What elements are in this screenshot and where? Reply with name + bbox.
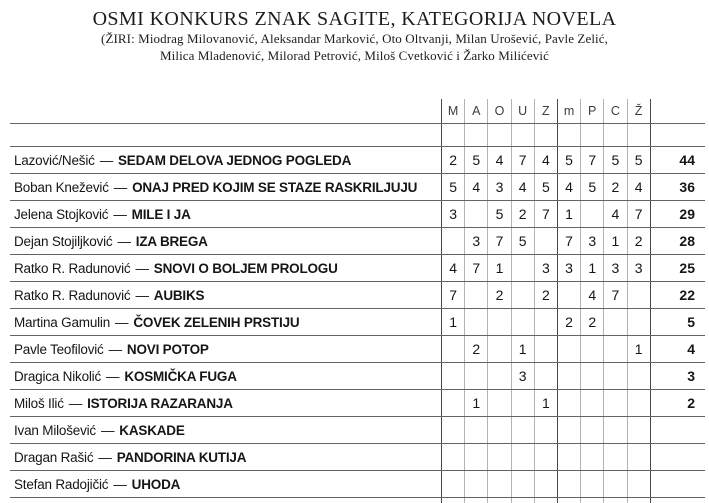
score-cell [534,309,557,335]
total-cell: 5 [650,309,705,335]
dash-separator: — [100,422,115,438]
score-cell [511,444,534,470]
score-cell: 1 [441,309,464,335]
score-cell: 5 [441,174,464,200]
author-name: Ratko R. Radunović [14,287,131,303]
entry-row [10,309,705,336]
score-cell [441,471,464,497]
jury-line-2: Milica Mladenović, Milorad Petrović, Miloš Cvetković i Žarko Milićević [160,47,549,63]
document-header [0,0,709,64]
score-cell: 4 [511,174,534,200]
score-cell: 3 [464,228,487,254]
work-title: KOSMIČKA FUGA [124,368,237,384]
score-cell [603,444,626,470]
score-cell: 5 [580,174,603,200]
score-cell: 2 [580,309,603,335]
entry-row [10,390,705,417]
score-cell [464,282,487,308]
score-cell [534,336,557,362]
score-cell [627,309,650,335]
total-cell: 4 [650,336,705,362]
work-title: IZA BREGA [135,233,208,249]
score-cell [627,417,650,443]
judge-column-header: A [464,99,487,123]
score-cell [557,471,580,497]
score-cell [580,201,603,227]
score-cell [464,417,487,443]
score-cell: 5 [464,147,487,173]
score-cell: 2 [464,336,487,362]
score-cell [487,309,510,335]
work-title: ONAJ PRED KOJIM SE STAZE RASKRILJUJU [132,179,418,195]
score-cell: 1 [487,255,510,281]
score-cell [627,282,650,308]
entry-name-cell [10,309,441,335]
entry-row [10,255,705,282]
judge-column-header: U [511,99,534,123]
total-cell: 3 [650,363,705,389]
dash-separator: — [113,476,127,492]
score-cell: 7 [487,228,510,254]
score-cell: 7 [534,201,557,227]
entry-name-cell [10,255,441,281]
score-cell [464,444,487,470]
entry-row [10,471,705,498]
entry-name-cell [10,228,441,254]
score-cell: 5 [487,201,510,227]
total-cell: 44 [650,147,705,173]
total-cell: 25 [650,255,705,281]
score-cell: 4 [603,201,626,227]
tail-score-cell [511,498,534,503]
author-name: Dragica Nikolić [14,368,102,384]
spacer-score-cell [487,124,510,146]
spacer-score-cell [557,124,580,146]
spacer-total-cell [650,124,705,146]
tail-score-cell [534,498,557,503]
entry-row [10,336,705,363]
score-cell: 7 [580,147,603,173]
total-cell: 22 [650,282,705,308]
score-cell: 7 [557,228,580,254]
score-cell: 2 [627,228,650,254]
dash-separator: — [99,152,113,168]
total-cell: 28 [650,228,705,254]
work-title: UHODA [131,476,181,492]
spacer-score-cell [603,124,626,146]
header-total-spacer [650,99,705,123]
score-cell [603,417,626,443]
score-cell: 1 [627,336,650,362]
score-cell [627,363,650,389]
table-tail-row [10,498,705,503]
score-cell [557,444,580,470]
spacer-score-cell [534,124,557,146]
score-cell: 7 [511,147,534,173]
judge-column-header: O [487,99,510,123]
score-cell: 4 [487,147,510,173]
entry-row [10,417,705,444]
entry-name-cell [10,363,441,389]
score-cell: 3 [487,174,510,200]
score-cell: 4 [557,174,580,200]
spacer-score-cell [441,124,464,146]
score-cell [557,336,580,362]
entry-name-cell [10,336,441,362]
score-cell [487,336,510,362]
score-cell [603,336,626,362]
score-cell [580,336,603,362]
score-cell [603,390,626,416]
author-name: Stefan Radojičić [14,476,109,492]
spacer-score-cell [580,124,603,146]
tail-score-cell [441,498,464,503]
work-title: SNOVI O BOLJEM PROLOGU [153,260,338,276]
score-cell [534,471,557,497]
score-cell: 3 [441,201,464,227]
score-cell [557,363,580,389]
entry-name-cell [10,282,441,308]
judge-column-header: m [557,99,580,123]
author-name: Dejan Stojiljković [14,233,113,249]
work-title: SEDAM DELOVA JEDNOG POGLEDA [118,152,352,168]
score-cell: 4 [464,174,487,200]
score-cell [511,390,534,416]
total-cell [650,471,705,497]
dash-separator: — [135,287,149,303]
entry-name-cell [10,201,441,227]
score-cell: 4 [441,255,464,281]
entry-row [10,147,705,174]
score-cell [534,363,557,389]
dash-separator: — [68,395,83,411]
score-cell: 5 [534,174,557,200]
author-name: Ivan Milošević [14,422,96,438]
score-cell: 2 [603,174,626,200]
tail-total-cell [650,498,705,503]
score-cell [603,363,626,389]
score-cell [534,228,557,254]
score-cell [441,228,464,254]
score-cell: 1 [580,255,603,281]
score-cell [441,417,464,443]
score-cell: 4 [580,282,603,308]
entry-row [10,228,705,255]
tail-score-cell [464,498,487,503]
work-title: ISTORIJA RAZARANJA [87,395,233,411]
score-cell: 2 [511,201,534,227]
total-cell: 29 [650,201,705,227]
entry-row [10,174,705,201]
tail-score-cell [487,498,510,503]
score-cell: 3 [603,255,626,281]
dash-separator: — [108,341,122,357]
score-cell [557,282,580,308]
score-cell: 1 [603,228,626,254]
author-name: Martina Gamulin [14,314,111,330]
score-cell: 4 [627,174,650,200]
score-cell [603,309,626,335]
tail-score-cell [557,498,580,503]
score-cell [487,390,510,416]
entry-name-cell [10,417,441,443]
judge-header-row [10,99,705,124]
work-title: ČOVEK ZELENIH PRSTIJU [133,314,300,330]
page-title: OSMI KONKURS ZNAK SAGITE, KATEGORIJA NOVELA [92,8,617,30]
score-cell [441,390,464,416]
score-cell: 3 [511,363,534,389]
score-cell: 2 [487,282,510,308]
score-cell [627,390,650,416]
author-name: Jelena Stojković [14,206,109,222]
score-cell [627,444,650,470]
jury-line-1: (ŽIRI: Miodrag Milovanović, Aleksandar Marković, Oto Oltvanji, Milan Urošević, Pavle Zelić, [101,31,608,46]
entry-name-cell [10,390,441,416]
score-cell [557,390,580,416]
score-cell: 3 [580,228,603,254]
score-cell [441,363,464,389]
tail-score-cell [603,498,626,503]
score-cell [627,471,650,497]
score-cell: 7 [441,282,464,308]
judge-column-header: M [441,99,464,123]
spacer-score-cell [464,124,487,146]
work-title: NOVI POTOP [126,341,209,357]
work-title: AUBIKS [153,287,205,303]
score-cell [487,444,510,470]
score-cell: 7 [603,282,626,308]
score-cell: 5 [603,147,626,173]
score-cell: 7 [627,201,650,227]
score-cell [487,363,510,389]
author-name: Miloš Ilić [14,395,64,411]
score-cell: 2 [441,147,464,173]
score-cell [441,336,464,362]
score-cell [580,471,603,497]
dash-separator: — [113,179,128,195]
score-cell [441,444,464,470]
score-cell [580,444,603,470]
work-title: MILE I JA [131,206,191,222]
dash-separator: — [98,449,112,465]
score-cell [534,444,557,470]
score-cell [511,255,534,281]
dash-separator: — [115,314,129,330]
work-title: KASKADE [119,422,185,438]
score-table [10,99,705,503]
total-cell: 36 [650,174,705,200]
dash-separator: — [113,206,127,222]
entry-name-cell [10,444,441,470]
score-cell [487,471,510,497]
score-cell [580,390,603,416]
score-cell [464,363,487,389]
author-name: Dragan Rašić [14,449,94,465]
judge-column-header: C [603,99,626,123]
score-cell [511,471,534,497]
score-cell: 7 [464,255,487,281]
score-cell: 1 [511,336,534,362]
score-cell: 5 [557,147,580,173]
author-name: Pavle Teofilović [14,341,104,357]
score-cell [464,309,487,335]
entry-row [10,282,705,309]
score-cell: 3 [627,255,650,281]
score-cell [511,417,534,443]
tail-score-cell [627,498,650,503]
dash-separator: — [106,368,120,384]
dash-separator: — [117,233,131,249]
tail-score-cell [580,498,603,503]
spacer-name-cell [10,124,441,146]
score-cell [464,471,487,497]
spacer-row [10,124,705,147]
score-cell: 1 [557,201,580,227]
score-cell [557,417,580,443]
total-cell: 2 [650,390,705,416]
score-cell [603,471,626,497]
score-cell: 3 [557,255,580,281]
spacer-score-cell [627,124,650,146]
header-name-spacer [10,99,441,123]
total-cell [650,444,705,470]
judge-column-header: P [580,99,603,123]
score-cell [580,417,603,443]
judge-column-header: Z [534,99,557,123]
entry-row [10,444,705,471]
author-name: Ratko R. Radunović [14,260,131,276]
tail-name-cell [10,498,441,503]
score-cell [511,282,534,308]
score-cell: 3 [534,255,557,281]
score-cell [534,417,557,443]
score-cell: 1 [464,390,487,416]
score-cell: 5 [511,228,534,254]
score-cell: 2 [534,282,557,308]
total-cell [650,417,705,443]
score-cell: 5 [627,147,650,173]
score-cell [511,309,534,335]
score-cell [580,363,603,389]
dash-separator: — [135,260,149,276]
entry-row [10,363,705,390]
entry-name-cell [10,174,441,200]
score-cell: 4 [534,147,557,173]
score-cell: 2 [557,309,580,335]
score-cell [487,417,510,443]
spacer-score-cell [511,124,534,146]
author-name: Boban Knežević [14,179,109,195]
judge-column-header: Ž [627,99,650,123]
score-cell [464,201,487,227]
work-title: PANDORINA KUTIJA [116,449,247,465]
entry-row [10,201,705,228]
entry-name-cell [10,471,441,497]
entry-name-cell [10,147,441,173]
author-name: Lazović/Nešić [14,152,95,168]
score-cell: 1 [534,390,557,416]
